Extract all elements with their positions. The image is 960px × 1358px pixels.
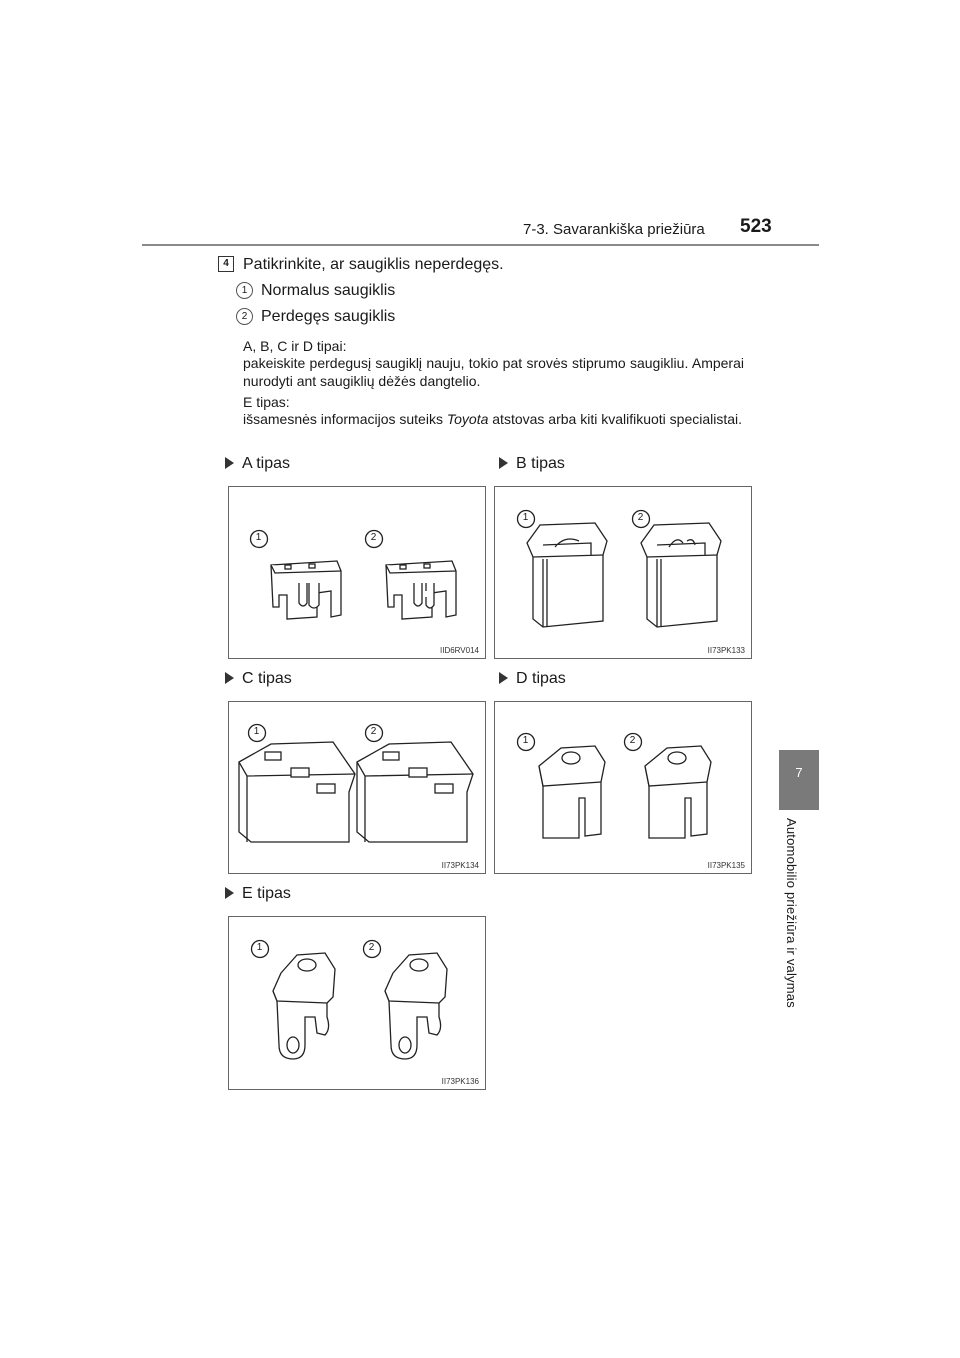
note-e-brand: Toyota (446, 411, 489, 427)
triangle-bullet-icon (225, 672, 234, 684)
fuse-c-num-1: 1 (253, 726, 260, 737)
fuse-b-illustration (495, 487, 751, 658)
item-2-number: 2 (236, 308, 253, 325)
panel-e-code: II73PK136 (441, 1077, 479, 1086)
type-a-text: A tipas (242, 455, 291, 472)
note-e-before: išsamesnės informacijos suteiks (243, 411, 443, 427)
note-abcd-title: A, B, C ir D tipai: (243, 338, 347, 354)
note-abcd-text: pakeiskite perdegusį saugiklį nauju, tokio pat srovės stiprumo saugikliu. Amperai nurodyti ant saugiklių dėžės dangtelio. (243, 355, 744, 389)
fuse-b-num-2: 2 (637, 512, 644, 523)
step-number: 4 (218, 256, 234, 272)
chapter-tab (779, 750, 819, 810)
panel-d-code: II73PK135 (707, 861, 745, 870)
item-1-label: Normalus saugiklis (261, 282, 396, 299)
section-title: 7-3. Savarankiška priežiūra (523, 221, 705, 238)
fuse-d-num-1: 1 (522, 735, 529, 746)
fuse-e-illustration (229, 917, 485, 1089)
panel-type-e (228, 916, 486, 1090)
panel-type-a (228, 486, 486, 659)
panel-c-code: II73PK134 (441, 861, 479, 870)
note-e-after: atstovas arba kiti kvalifikuoti specialistai. (492, 411, 743, 427)
type-a-label (225, 455, 290, 473)
panel-a-code: IID6RV014 (440, 646, 479, 655)
chapter-number: 7 (795, 765, 803, 780)
fuse-c-illustration (229, 702, 485, 873)
triangle-bullet-icon (499, 672, 508, 684)
type-e-label (225, 885, 291, 903)
triangle-bullet-icon (225, 887, 234, 899)
chapter-label: Automobilio priežiūra ir valymas (784, 818, 799, 1008)
type-d-label (499, 670, 566, 688)
fuse-b-num-1: 1 (522, 512, 529, 523)
fuse-e-num-2: 2 (368, 942, 375, 953)
triangle-bullet-icon (225, 457, 234, 469)
panel-type-b (494, 486, 752, 659)
type-e-text: E tipas (242, 885, 291, 902)
fuse-a-num-2: 2 (370, 532, 377, 543)
step-text: Patikrinkite, ar saugiklis neperdegęs. (243, 256, 504, 273)
panel-type-c (228, 701, 486, 874)
fuse-a-num-1: 1 (255, 532, 262, 543)
type-c-label (225, 670, 292, 688)
note-e-text (243, 410, 744, 428)
fuse-d-num-2: 2 (629, 735, 636, 746)
type-b-label (499, 455, 565, 473)
fuse-a-illustration (229, 487, 485, 658)
header-divider (142, 244, 819, 246)
fuse-d-illustration (495, 702, 751, 873)
fuse-c-num-2: 2 (370, 726, 377, 737)
page-number: 523 (740, 216, 772, 237)
note-e-title: E tipas: (243, 394, 290, 410)
type-d-text: D tipas (516, 670, 566, 687)
item-1-number: 1 (236, 282, 253, 299)
fuse-e-num-1: 1 (256, 942, 263, 953)
panel-b-code: II73PK133 (707, 646, 745, 655)
type-b-text: B tipas (516, 455, 565, 472)
item-2-label: Perdegęs saugiklis (261, 308, 396, 325)
panel-type-d (494, 701, 752, 874)
triangle-bullet-icon (499, 457, 508, 469)
type-c-text: C tipas (242, 670, 292, 687)
